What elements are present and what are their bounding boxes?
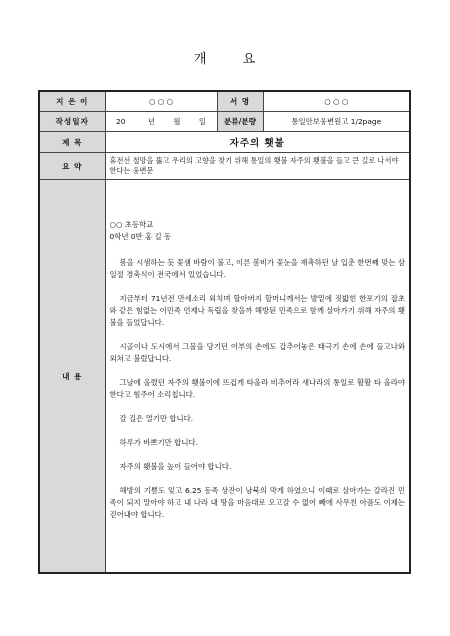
summary-row xyxy=(39,153,410,180)
date-value xyxy=(105,112,217,132)
author-row xyxy=(39,91,410,112)
paragraph: 지금부터 71년전 만세소리 외치며 할아버지 할머니께서는 발밑에 짓밟힌 한포기의 잡초와 같은 힘없는 이민족 언제나 독립을 찾을까 해방된 민족으로 함께 살아가기 위해 자주의 횃불을 들었답니다. xyxy=(109,294,405,327)
content-row xyxy=(39,180,410,574)
paragraph: 해방의 기쁨도 잊고 6.25 동족 상잔이 남북의 막게 하였으니 이때로 살아가는 갈라진 민족이 되지 말아야 하고 내 나라 내 땅을 마음대로 오고갈 수 없어 빼에 사무친 아픔도 이제는 걷어내야 합니다. xyxy=(109,486,405,519)
category-label: 분류/분량 xyxy=(217,112,263,132)
page-title-char-1: 개 xyxy=(193,52,208,67)
date-label: 작성일자 xyxy=(39,112,105,132)
author-label: 지 은 이 xyxy=(39,91,105,112)
date-day-unit: 일 xyxy=(198,117,206,126)
book-title-value: ○ ○ ○ xyxy=(263,91,410,112)
content-label: 내 용 xyxy=(39,180,105,574)
paragraph: 자주의 횃불을 높이 들어야 합니다. xyxy=(119,462,232,471)
content-body xyxy=(105,180,410,574)
author-value: ○ ○ ○ xyxy=(105,91,217,112)
date-month-unit: 월 xyxy=(173,117,181,126)
summary-value: 휴전선 철망을 뚫고 우리의 고향을 찾기 위해 통일의 횃불 자주의 횃불을 들고 큰 길로 나서야 한다는 웅변문 xyxy=(105,153,410,180)
paragraph: 그날에 올렸던 자주의 횃불이에 뜨겁게 타올라 비추어라 새나라의 통일로 활활 타 올라야 한다고 힘주어 소리칩니다. xyxy=(109,378,405,399)
book-title-label: 서 명 xyxy=(217,91,263,112)
subject-label: 제 목 xyxy=(39,132,105,153)
category-value: 통일안보웅변원고 1/2page xyxy=(263,112,410,132)
paragraph: 하루가 바쁘기만 합니다. xyxy=(119,438,198,447)
school-name: ○○ 초등학교 xyxy=(109,220,154,229)
paragraph: 봄을 시샘하는 듯 꽃샘 바람이 불고, 이른 봄비가 꽃눈을 재촉하던 날 입춘 한번째 맞는 삼일절 경축식이 전국에서 있었습니다. xyxy=(109,258,405,279)
overview-form-table xyxy=(38,90,411,574)
subject-value: 자주의 횃불 xyxy=(105,132,410,153)
subject-row xyxy=(39,132,410,153)
summary-label: 요 약 xyxy=(39,153,105,180)
student-name: 0학년 0반 홍 길 동 xyxy=(109,232,172,241)
page-title-char-2: 요 xyxy=(242,52,257,67)
paragraph: 갈 길은 멀기만 합니다. xyxy=(119,414,194,423)
date-year-unit: 년 xyxy=(147,117,155,126)
date-year: 20 xyxy=(116,117,126,126)
paragraph: 시골이나 도시에서 그물을 당기던 어부의 손에도 갑추어놓은 태극기 손에 손에 들고나와 외쳐고 불렀답니다. xyxy=(109,342,405,363)
date-row xyxy=(39,112,410,132)
page-title xyxy=(0,48,450,67)
